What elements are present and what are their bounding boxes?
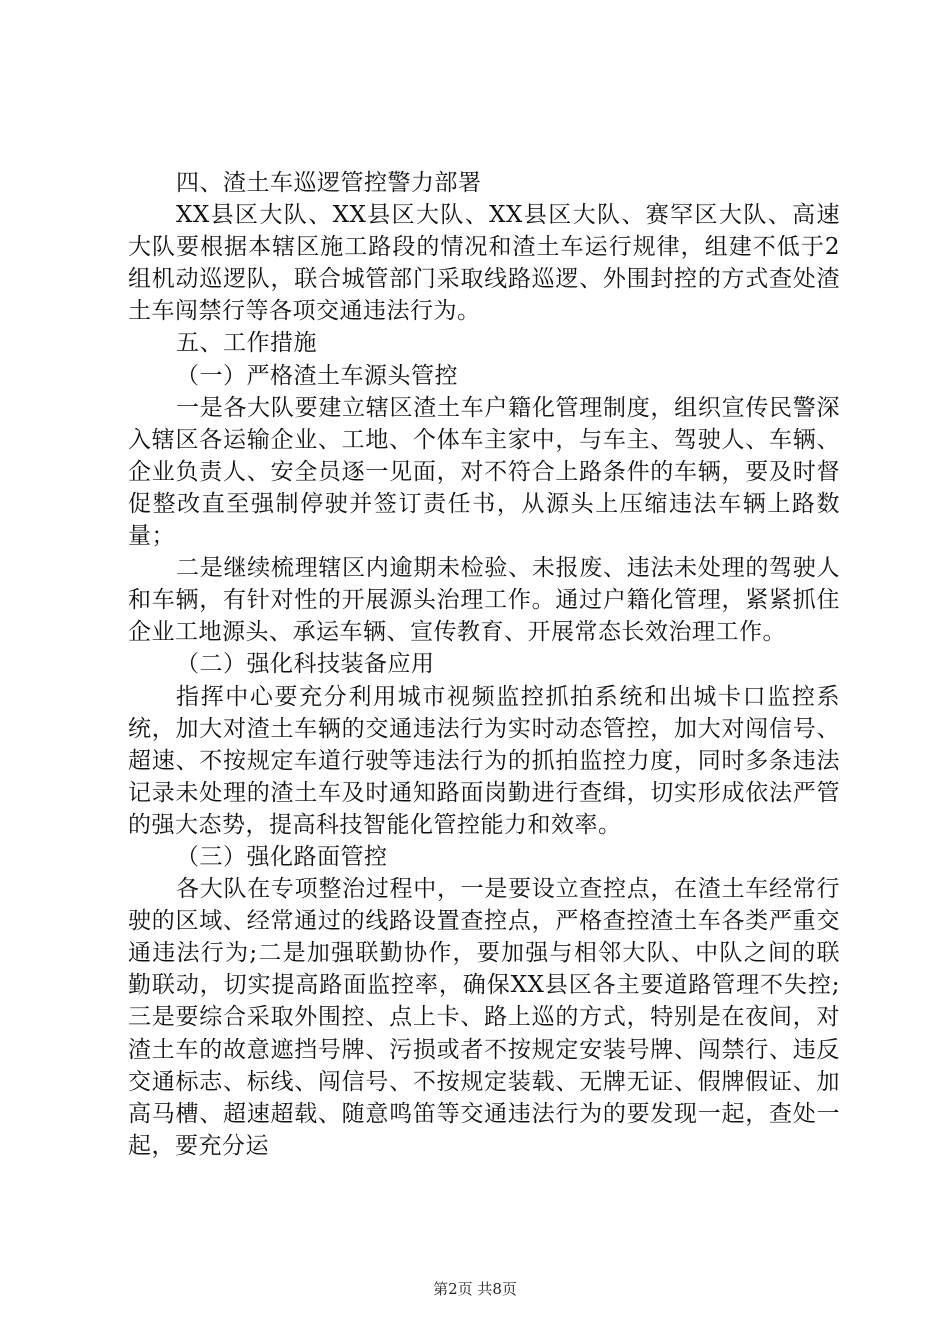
page-number-footer: 第2页 共8页 — [433, 1280, 517, 1298]
subsection-heading-1: （一）严格渣土车源头管控 — [176, 362, 458, 389]
subsection-heading-3: （三）强化路面管控 — [176, 843, 388, 870]
paragraph: 各大队在专项整治过程中，一是要设立查控点，在渣土车经常行驶的区域、经常通过的线路设置查控点，严格查控渣土车各类严重交通违法行为;二是加强联勤协作，要加强与相邻大队、中队之间的联勤联动，切实提高路面监控率，确保XX县区各主要道路管理不失控;三是要综合采取外围控、点上卡、路上巡的方式，特别是在夜间，对渣土车的故意遮挡号牌、污损或者不按规定安装号牌、闯禁行、违反交通标志、标线、闯信号、不按规定装载、无牌无证、假牌假证、加高马槽、超速超载、随意鸣笛等交通违法行为的要发现一起，查处一起，要充分运 — [128, 876, 840, 1159]
paragraph: 二是继续梳理辖区内逾期未检验、未报废、违法未处理的驾驶人和车辆，有针对性的开展源头治理工作。通过户籍化管理，紧紧抓住企业工地源头、承运车辆、宣传教育、开展常态长效治理工作。 — [128, 555, 840, 646]
paragraph: 一是各大队要建立辖区渣土车户籍化管理制度，组织宣传民警深入辖区各运输企业、工地、个体车主家中，与车主、驾驶人、车辆、企业负责人、安全员逐一见面，对不符合上路条件的车辆，要及时督促整改直至强制停驶并签订责任书，从源头上压缩违法车辆上路数量； — [128, 394, 840, 550]
section-heading-4: 四、渣土车巡逻管控警力部署 — [176, 170, 482, 196]
section-heading-5: 五、工作措施 — [176, 330, 317, 357]
subsection-heading-2: （二）强化科技装备应用 — [176, 651, 435, 678]
document-body — [128, 167, 840, 1162]
paragraph: XX县区大队、XX县区大队、XX县区大队、赛罕区大队、高速大队要根据本辖区施工路段的情况和渣土车运行规律，组建不低于2组机动巡逻队，联合城管部门采取线路巡逻、外围封控的方式查处渣土车闯禁行等各项交通违法行为。 — [128, 202, 840, 325]
paragraph: 指挥中心要充分利用城市视频监控抓拍系统和出城卡口监控系统，加大对渣土车辆的交通违法行为实时动态管控，加大对闯信号、超速、不按规定车道行驶等违法行为的抓拍监控力度，同时多条违法记录未处理的渣土车及时通知路面岗勤进行查缉，切实形成依法严管的强大态势，提高科技智能化管控能力和效率。 — [128, 683, 840, 838]
